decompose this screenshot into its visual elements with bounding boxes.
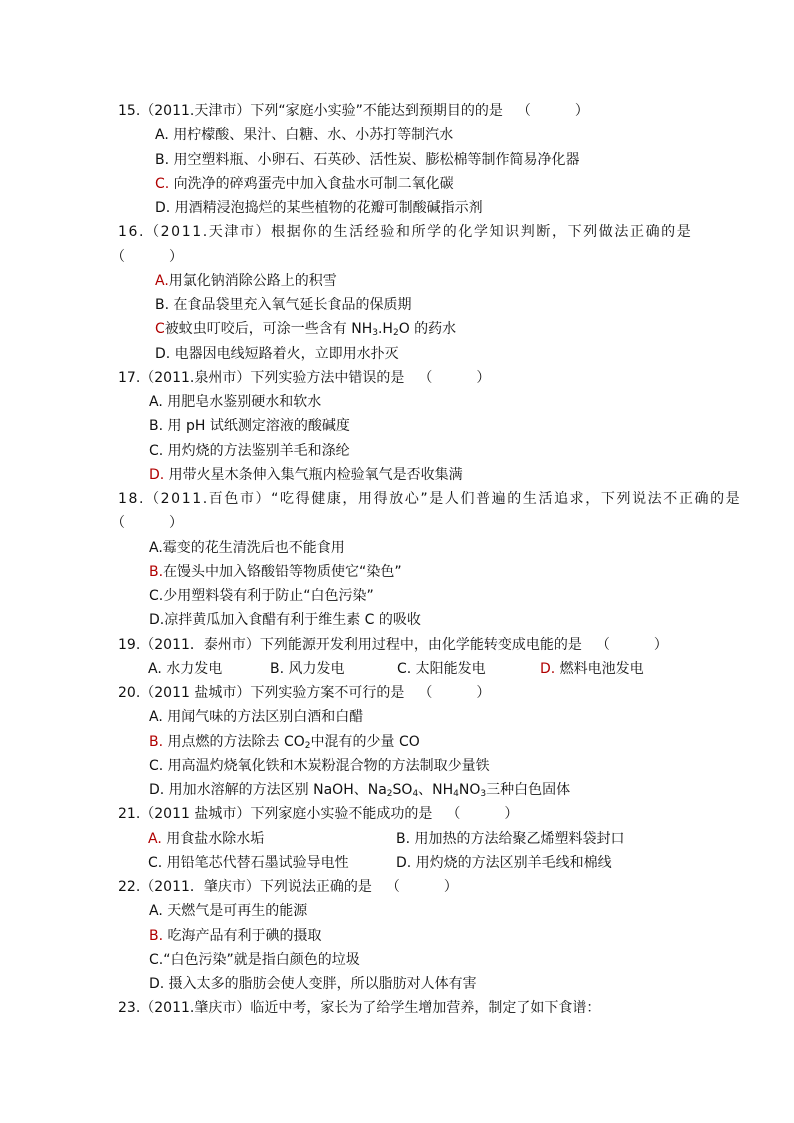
question-text: “吃得健康，用得放心”是人们普遍的生活追求，下列说法不正确的是 (271, 491, 742, 507)
option-letter: A. (149, 903, 163, 920)
option-b (149, 928, 322, 944)
paren-close: ） (574, 103, 589, 119)
option-letter: C. (149, 951, 164, 968)
paren-open: （ (446, 806, 461, 823)
option-text: 用加水溶解的方法区别 NaOH、Na (164, 782, 387, 798)
question-number: 20. (118, 685, 141, 701)
options-row (118, 827, 688, 851)
question-number: 22. (118, 879, 141, 895)
option-text: 霉变的花生清洗后也不能食用 (162, 539, 345, 556)
option-text: “白色污染”就是指白颜色的垃圾 (163, 951, 360, 968)
subscript: 2 (392, 328, 399, 339)
question-text: 下列家庭小实验不能成功的是 (250, 806, 433, 823)
option-line (118, 778, 688, 802)
paren-open: （ (111, 248, 125, 265)
option-a (155, 273, 337, 289)
option-text: NO (458, 782, 481, 798)
option-text: 少用塑料袋有利于防止“白色污染” (163, 588, 374, 604)
answer-blank (418, 685, 490, 701)
option-d (149, 467, 463, 483)
option-text: 向洗净的碎鸡蛋壳中加入食盐水可制二氧化碳 (169, 175, 454, 192)
option-b (155, 152, 580, 168)
option-letter: C. (155, 175, 170, 192)
option-text: 中混有的少量 CO (310, 733, 420, 750)
question-source: （2011.天津市） (140, 103, 251, 119)
option-line (118, 730, 688, 754)
question-source: （2011.泉州市） (140, 369, 251, 386)
option-line (118, 924, 688, 948)
option-text: 用高温灼烧氧化铁和木炭粉混合物的方法制取少量铁 (163, 757, 490, 774)
option-text: 、NH (418, 782, 454, 798)
answer-blank-line (111, 245, 688, 269)
option-letter: C (155, 321, 165, 338)
question-number: 17. (118, 369, 141, 386)
option-d (149, 612, 421, 628)
paren-open: （ (418, 369, 433, 386)
question-source: （2011.肇庆市） (140, 1000, 251, 1017)
option-line (118, 123, 688, 147)
option-letter: B. (396, 830, 411, 847)
paren-close: ） (504, 806, 519, 823)
option-line (118, 148, 688, 172)
option-b (155, 297, 412, 313)
exam-document (111, 99, 742, 1021)
paren-close: ） (443, 879, 458, 895)
option-a (149, 709, 363, 725)
question-text: 临近中考，家长为了给学生增加营养，制定了如下食谱： (250, 1000, 601, 1017)
question-stem (118, 802, 688, 826)
question-text: 下列能源开发利用过程中，由化学能转变成电能的是 (259, 636, 582, 653)
paren-close: ） (476, 369, 491, 386)
answer-blank (386, 879, 458, 895)
option-text: 用点燃的方法除去 CO (163, 733, 305, 750)
option-b (270, 657, 345, 681)
option-line (118, 293, 688, 317)
option-a (149, 903, 307, 919)
option-c (149, 758, 490, 774)
question-number: 19. (118, 636, 141, 653)
question-text: 根据你的生活经验和所学的化学知识判断，下列做法正确的是 (271, 224, 693, 241)
option-a (155, 127, 453, 143)
option-c (149, 588, 374, 604)
subscript: 3 (372, 328, 378, 339)
option-a (149, 540, 345, 556)
option-c (155, 176, 454, 192)
option-letter: D. (149, 782, 165, 798)
option-line (118, 972, 688, 996)
option-letter: D. (396, 854, 412, 871)
option-letter: A. (155, 272, 169, 289)
question-text: 下列实验方法中错误的是 (250, 369, 405, 386)
option-text: 电器因电线短路着火，立即用水扑灭 (170, 345, 399, 362)
option-line (118, 196, 688, 220)
option-line (118, 172, 688, 196)
option-letter: B. (149, 563, 164, 580)
option-c (397, 657, 486, 681)
paren-close: ） (169, 515, 183, 532)
option-text: 用带火星木条伸入集气瓶内检验氧气是否收集满 (164, 466, 463, 483)
option-line (118, 899, 688, 923)
option-text: 三种白色固体 (486, 782, 571, 798)
question-stem (118, 366, 688, 390)
option-text: 用铅笔芯代替石墨试验导电性 (162, 854, 349, 871)
option-letter: A. (155, 127, 169, 144)
option-line (118, 390, 688, 414)
option-d (155, 346, 399, 362)
subscript: 2 (304, 740, 311, 751)
option-letter: A. (149, 539, 163, 556)
paren-open: （ (595, 636, 610, 653)
option-letter: B. (155, 297, 170, 313)
question-source: （2011 盐城市） (140, 685, 251, 701)
option-a (149, 394, 321, 410)
option-text: 在馒头中加入铬酸铅等物质使它“染色” (163, 563, 402, 580)
option-letter: B. (149, 733, 164, 750)
option-text: 太阳能发电 (411, 660, 486, 677)
option-line (118, 608, 688, 632)
option-text: 摄入太多的脂肪会使人变胖，所以脂肪对人体有害 (164, 976, 477, 992)
option-line (118, 269, 688, 293)
paren-open: （ (385, 879, 400, 895)
option-text: 在食品袋里充入氧气延长食品的保质期 (169, 297, 412, 313)
option-letter: C. (148, 854, 163, 871)
question-source: （2011．泰州市） (140, 636, 260, 653)
option-letter: A. (148, 830, 162, 847)
option-b (396, 827, 625, 851)
option-text: 天燃气是可再生的能源 (162, 903, 308, 920)
option-line (118, 439, 688, 463)
answer-blank (418, 370, 490, 386)
option-letter: C. (149, 588, 164, 604)
option-letter: D. (155, 200, 171, 216)
option-letter: D. (149, 976, 165, 992)
option-text: 用 pH 试纸测定溶液的酸碱度 (163, 418, 350, 435)
option-letter: D. (149, 466, 165, 483)
subscript: 4 (412, 789, 419, 799)
option-text: 凉拌黄瓜加入食醋有利于维生素 C 的吸收 (164, 612, 421, 629)
option-b (149, 564, 402, 580)
option-c (149, 952, 360, 968)
option-line (118, 705, 688, 729)
paren-open: （ (418, 685, 433, 701)
option-d (149, 976, 477, 992)
option-text: O 的药水 (398, 321, 457, 338)
option-d (155, 200, 483, 216)
question-stem (118, 99, 688, 123)
option-text: 被蚊虫叮咬后，可涂一些含有 NH (164, 321, 373, 338)
answer-blank-line (111, 511, 688, 535)
option-text: 用灼烧的方法区别羊毛线和棉线 (411, 854, 612, 871)
question-stem (118, 633, 688, 657)
option-b (149, 734, 420, 750)
option-line (118, 560, 688, 584)
option-letter: D. (540, 660, 556, 677)
option-line (118, 414, 688, 438)
option-text: 用空塑料瓶、小卵石、石英砂、活性炭、膨松棉等制作简易净化器 (169, 151, 580, 168)
option-text: 用灼烧的方法鉴别羊毛和涤纶 (163, 442, 350, 459)
question-text: 下列实验方案不可行的是 (250, 685, 405, 701)
answer-blank (111, 249, 183, 265)
option-text: .H (377, 321, 393, 338)
option-d (396, 851, 612, 875)
option-text: 用肥皂水鉴别硬水和软水 (162, 394, 322, 410)
question-number: 21. (118, 806, 141, 823)
question-number: 18. (118, 491, 146, 507)
option-a (148, 827, 264, 851)
option-line (118, 317, 688, 341)
option-line (118, 342, 688, 366)
option-text: 水力发电 (161, 660, 223, 677)
question-source: （2011 盐城市） (140, 806, 251, 823)
question-source: （2011．肇庆市） (140, 879, 260, 895)
option-letter: A. (149, 709, 163, 726)
option-text: 吃海产品有利于碘的摄取 (163, 927, 322, 944)
option-text: 用氯化钠消除公路上的积雪 (168, 272, 337, 289)
option-text: 风力发电 (284, 660, 345, 677)
option-c (149, 443, 350, 459)
paren-close: ） (169, 248, 183, 265)
question-number: 15. (118, 103, 141, 119)
option-letter: B. (270, 660, 285, 677)
question-number: 16. (118, 224, 146, 241)
question-number: 23. (118, 1000, 141, 1017)
option-line (118, 536, 688, 560)
paren-open: （ (111, 515, 125, 532)
option-letter: B. (155, 151, 170, 168)
question-source: （2011.天津市） (145, 224, 272, 241)
answer-blank (517, 103, 589, 119)
option-text: SO (392, 782, 413, 798)
question-text: 下列说法正确的是 (259, 879, 372, 895)
option-line (118, 584, 688, 608)
subscript: 4 (453, 789, 459, 799)
option-letter: D. (149, 612, 165, 629)
option-letter: B. (149, 418, 164, 435)
options-row (118, 851, 688, 875)
option-text: 用食盐水除水垢 (161, 830, 265, 847)
question-stem (118, 487, 742, 511)
option-letter: C. (397, 660, 412, 677)
option-c (155, 321, 456, 337)
option-d (540, 657, 644, 681)
question-stem (118, 996, 688, 1020)
option-text: 用柠檬酸、果汁、白糖、水、小苏打等制汽水 (168, 127, 454, 144)
option-b (149, 418, 350, 434)
option-letter: C. (149, 757, 164, 774)
question-stem (118, 681, 688, 705)
paren-close: ） (653, 636, 668, 653)
options-row (118, 657, 688, 681)
subscript: 3 (480, 789, 487, 799)
option-c (148, 851, 349, 875)
option-d (149, 782, 570, 798)
option-letter: A. (149, 394, 163, 410)
option-letter: B. (149, 927, 164, 944)
question-stem (118, 875, 688, 899)
option-line (118, 948, 688, 972)
option-letter: C. (149, 442, 164, 459)
option-text: 燃料电池发电 (555, 660, 644, 677)
question-stem (118, 220, 693, 244)
option-letter: A. (148, 660, 162, 677)
option-a (148, 657, 222, 681)
question-source: （2011.百色市） (145, 491, 272, 507)
answer-blank (596, 637, 668, 653)
subscript: 2 (386, 789, 393, 799)
paren-close: ） (476, 685, 491, 701)
option-text: 用酒精浸泡捣烂的某些植物的花瓣可制酸碱指示剂 (170, 200, 483, 216)
answer-blank (446, 806, 518, 822)
question-text: 下列“家庭小实验”不能达到预期目的的是 (250, 103, 503, 119)
option-text: 用闻气味的方法区别白酒和白醋 (162, 709, 364, 726)
paren-open: （ (516, 103, 531, 119)
option-line (118, 463, 688, 487)
option-letter: D. (155, 345, 171, 362)
option-line (118, 754, 688, 778)
answer-blank (111, 515, 183, 531)
option-text: 用加热的方法给聚乙烯塑料袋封口 (410, 830, 625, 847)
